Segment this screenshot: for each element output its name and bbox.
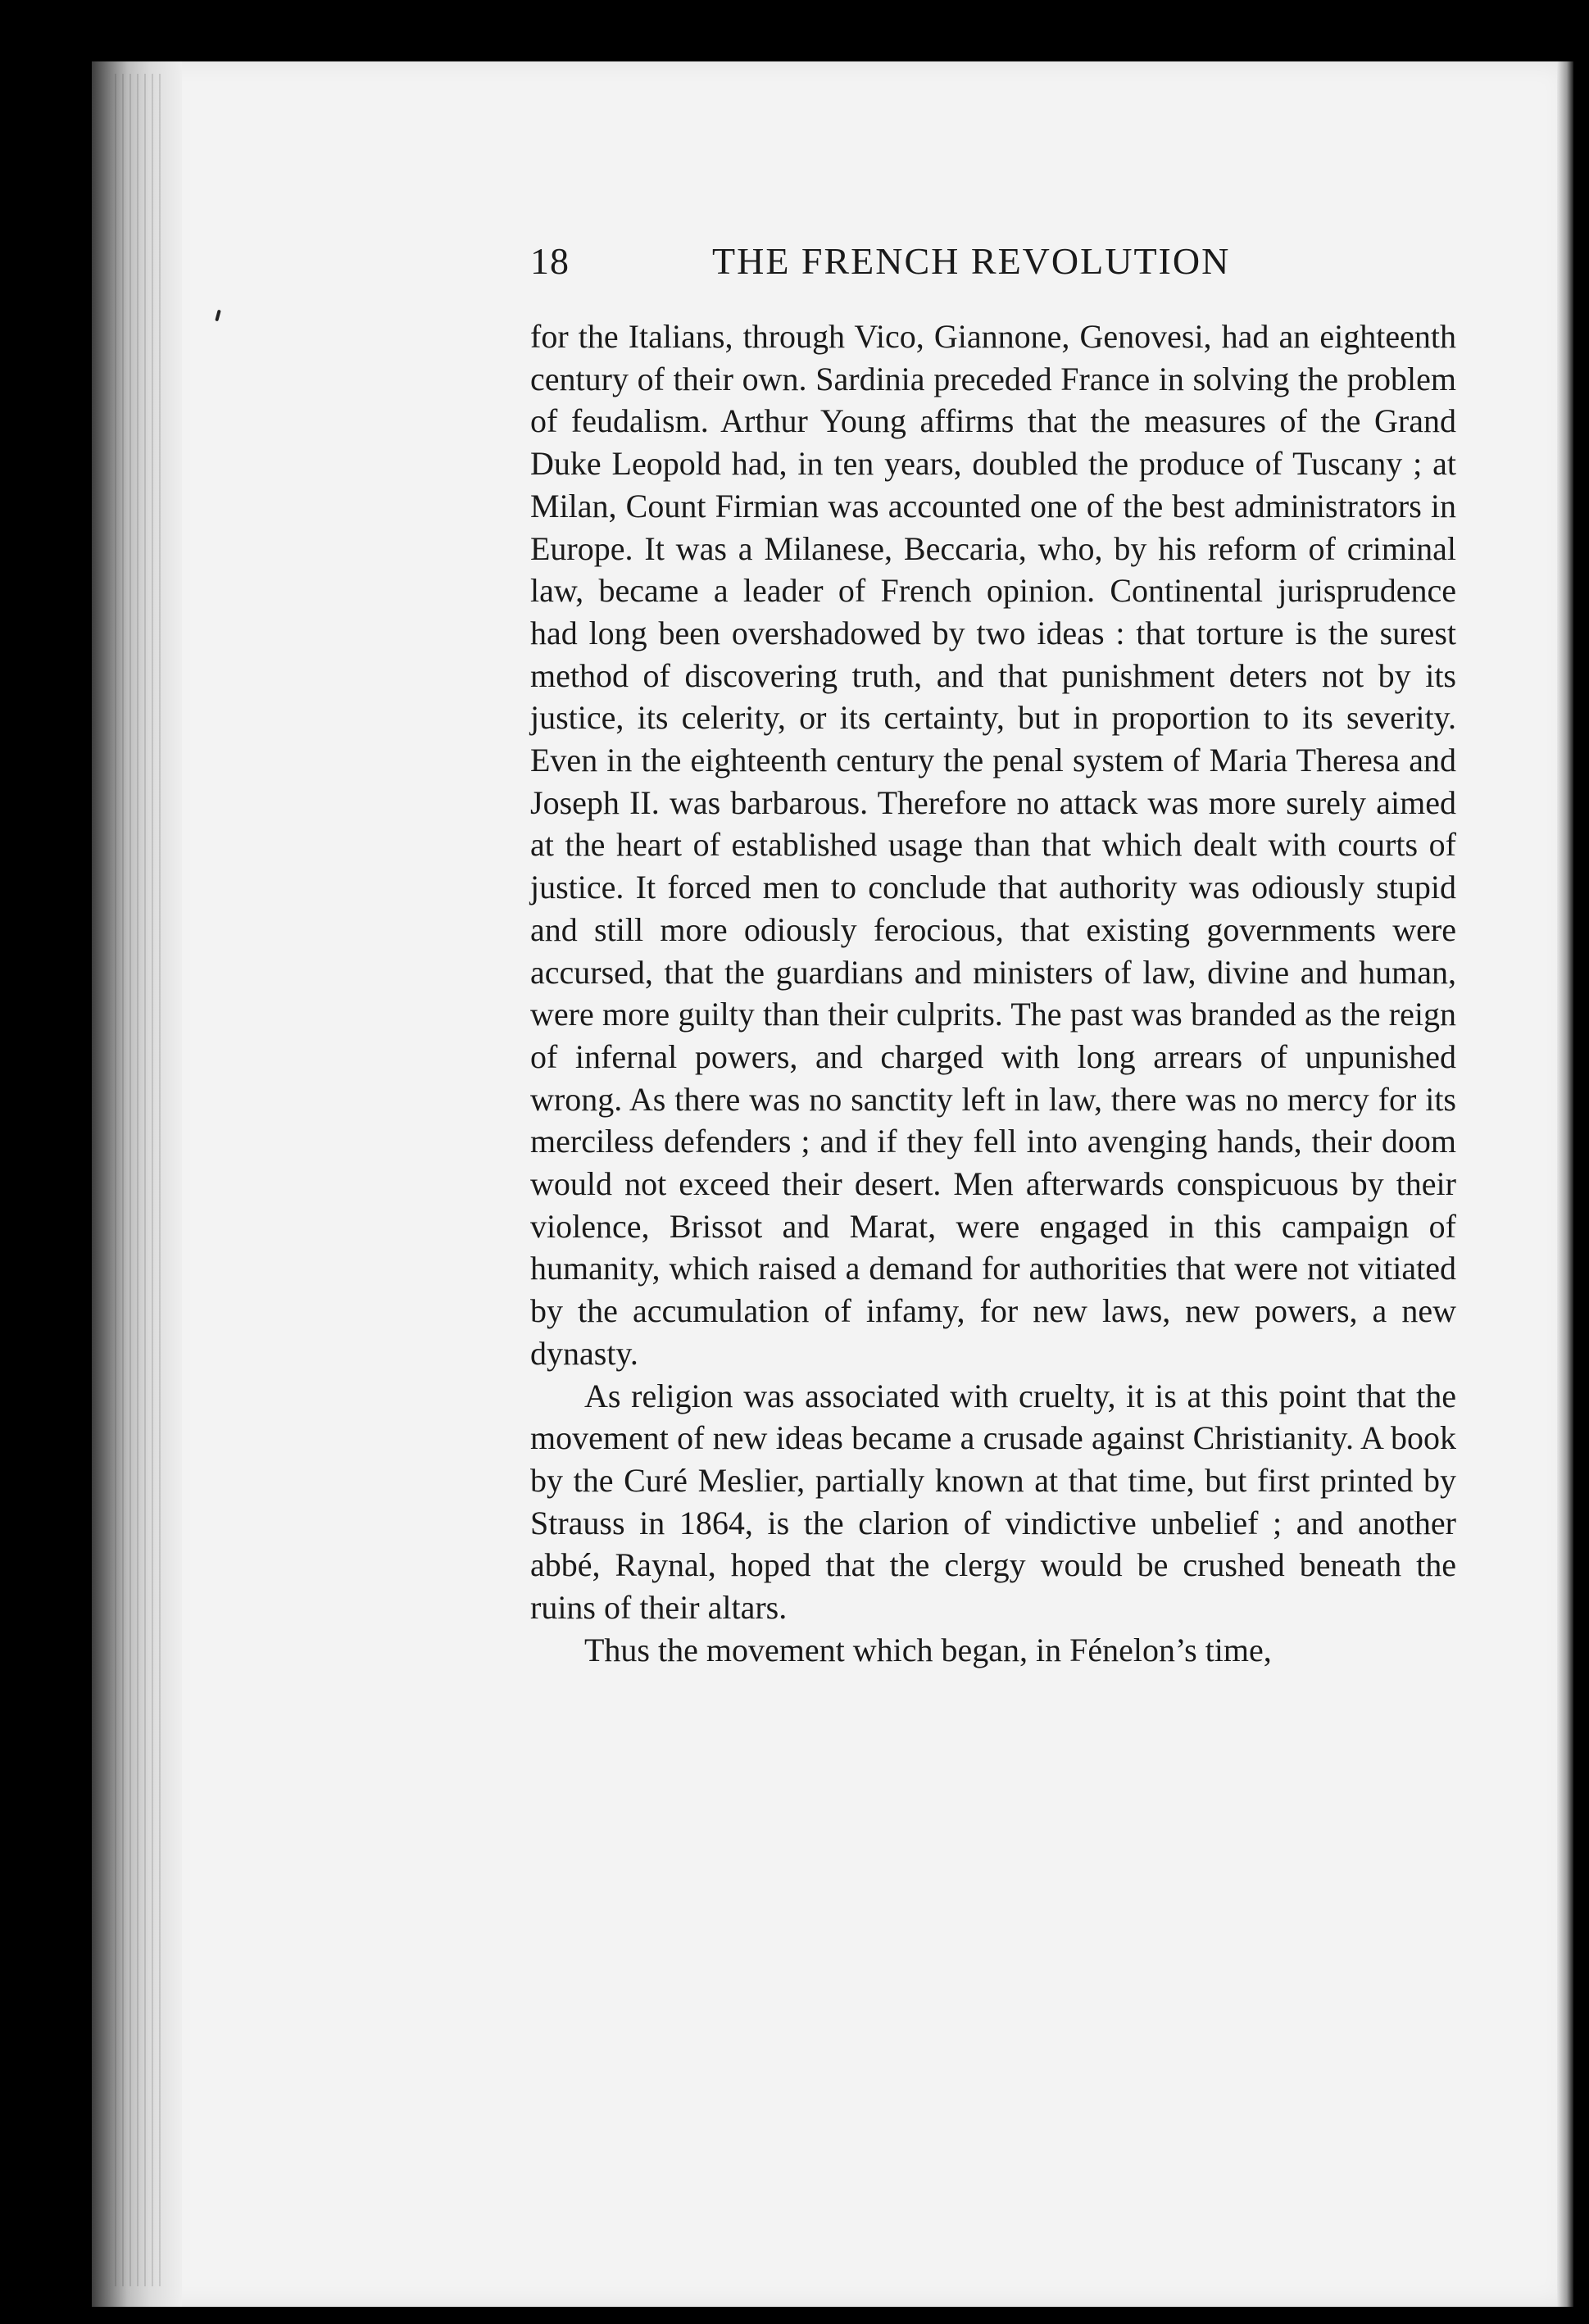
paragraph: Thus the movement which began, in Fénelon’s time,	[584, 1631, 1272, 1668]
paragraph: for the Italians, through Vico, Giannone, Genovesi, had an eighteenth century of their own. Sardinia preceded France in solving the problem of feudalism. Arthur Young affirms that the measures of the Grand Duke Leopold had, in ten years, doubled the produce of Tuscany ; at Milan, Count Firmian was accounted one of the best administrators in Europe. It was a Milanese, Beccaria, who, by his reform of criminal law, became a leader of French opinion. Continental jurisprudence had long been overshadowed by two ideas : that torture is the surest method of discovering truth, and that punishment deters not by its justice, its celerity, or its certainty, but in proportion to its severity. Even in the eighteenth century the penal system of Maria Theresa and Joseph II. was barbarous. Therefore no attack was more surely aimed at the heart of established usage than that which dealt with courts of justice. It forced men to conclude that authority was odiously stupid and still more odiously ferocious, that existing governments were accursed, that the guardians and ministers of law, divine and human, were more guilty than their culprits. The past was branded as the reign of infernal powers, and charged with long arrears of unpunished wrong. As there was no sanctity left in law, there was no mercy for its merciless defenders ; and if they fell into avenging hands, their doom would not exceed their desert. Men afterwards conspicuous by their violence, Brissot and Marat, were engaged in this campaign of humanity, which raised a demand for authorities that were not vitiated by the accumulation of infamy, for new laws, new powers, a new dynasty.	[530, 318, 1456, 1372]
page-right-edge	[1557, 61, 1573, 2307]
binding-texture	[115, 74, 164, 2286]
paragraph: As religion was associated with cruelty, it is at this point that the movement of new ideas became a crusade against Christianity. A book by the Curé Meslier, partially known at that time, but first printed by Strauss in 1864, is the clarion of vindictive unbelief ; and another abbé, Raynal, hoped that the clergy would be crushed beneath the ruins of their altars.	[530, 1377, 1456, 1627]
page-number: 18	[530, 240, 570, 282]
running-head	[530, 239, 1284, 288]
body-text	[530, 315, 1456, 1672]
running-title: THE FRENCH REVOLUTION	[712, 240, 1231, 282]
